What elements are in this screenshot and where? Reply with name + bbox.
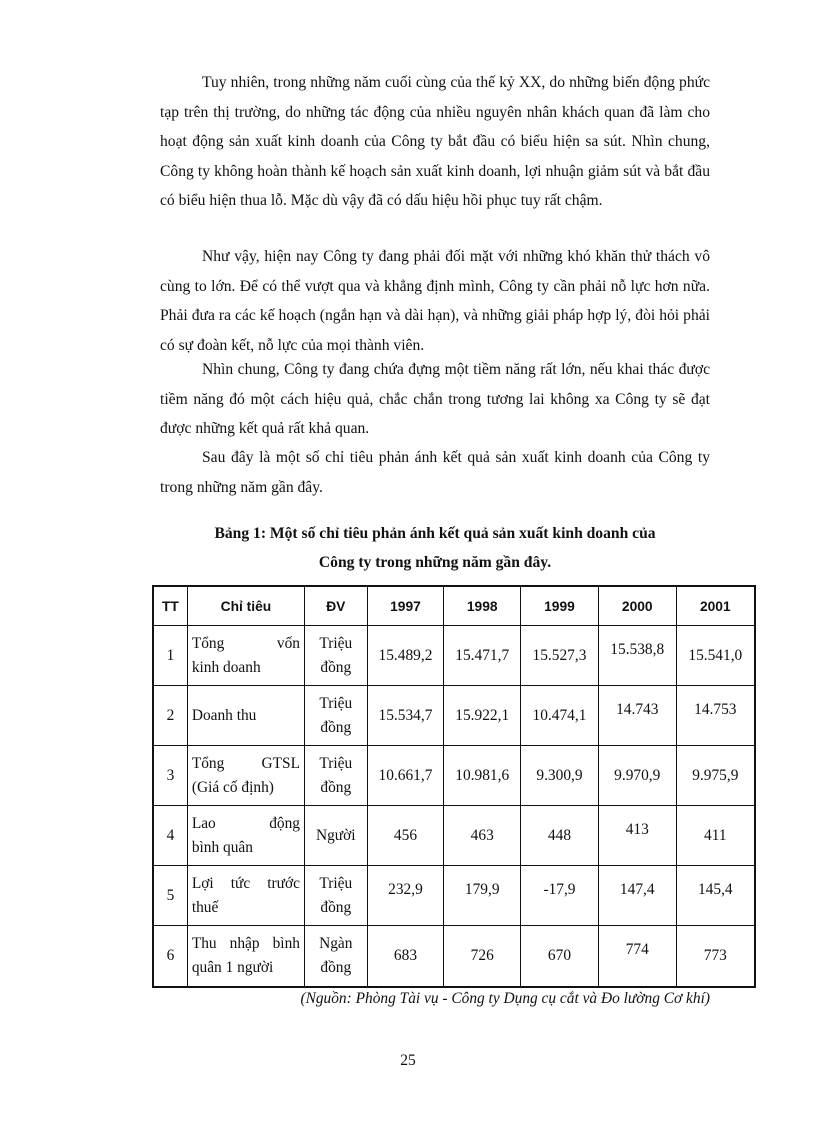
header-1999: 1999 [521, 586, 599, 626]
unit-line-2: đồng [320, 658, 352, 676]
header-unit: ĐV [304, 586, 367, 626]
table-header-row [153, 586, 755, 626]
value-2000-text: 413 [625, 820, 649, 838]
indicator-cell [187, 746, 304, 806]
unit-line-2: đồng [320, 778, 352, 796]
value-2000-text: 15.538,8 [610, 640, 665, 658]
indicator-cell [187, 626, 304, 686]
value-1998: 10.981,6 [444, 746, 521, 806]
results-table [152, 585, 756, 988]
value-2000 [598, 686, 676, 746]
value-1998: 15.922,1 [444, 686, 521, 746]
indicator-cell [187, 806, 304, 866]
indicator-line-1: Thu nhập bình [191, 935, 300, 952]
row-number: 1 [153, 626, 187, 686]
header-2000: 2000 [598, 586, 676, 626]
unit-cell [304, 746, 367, 806]
table-row [153, 626, 755, 686]
value-1999: 670 [521, 926, 599, 988]
value-2000 [598, 626, 676, 686]
unit-line-1: Triệu [319, 694, 353, 712]
table-caption-line-2: Công ty trong những năm gần đây. [318, 554, 552, 571]
value-1998: 15.471,7 [444, 626, 521, 686]
table-row [153, 806, 755, 866]
unit-line-1: Người [316, 826, 356, 844]
indicator-line-1: Doanh thu [191, 706, 257, 724]
value-2000 [598, 866, 676, 926]
indicator-line-1: Lợi tức trước [191, 874, 300, 892]
value-2001: 15.541,0 [676, 626, 755, 686]
row-number: 4 [153, 806, 187, 866]
value-2000 [598, 806, 676, 866]
row-number: 5 [153, 866, 187, 926]
value-1999: 15.527,3 [521, 626, 599, 686]
header-indicator: Chỉ tiêu [187, 586, 304, 626]
indicator-line-1: Tổng vốn [191, 634, 300, 652]
table-caption-line-1: Bảng 1: Một số chỉ tiêu phản ánh kết quả sản xuất kinh doanh của [214, 525, 656, 542]
value-1997: 15.489,2 [367, 626, 444, 686]
indicator-cell [187, 866, 304, 926]
value-1998-text: 179,9 [464, 880, 500, 898]
unit-cell [304, 926, 367, 988]
header-tt: TT [153, 586, 187, 626]
row-number: 6 [153, 926, 187, 988]
value-1999-text: -17,9 [543, 880, 576, 898]
table-row [153, 686, 755, 746]
header-2001: 2001 [676, 586, 755, 626]
indicator-cell [187, 926, 304, 988]
paragraph-3: Nhìn chung, Công ty đang chứa đựng một tiềm năng rất lớn, nếu khai thác được tiềm năng đó một cách hiệu quả, chắc chắn trong tương lai không xa Công ty sẽ đạt được những kết quả rất khả quan. [160, 361, 710, 437]
unit-cell [304, 626, 367, 686]
value-1997 [367, 866, 444, 926]
value-1997: 456 [367, 806, 444, 866]
unit-line-1: Triệu [319, 874, 353, 892]
paragraph-2: Như vậy, hiện nay Công ty đang phải đối mặt với những khó khăn thử thách vô cùng to lớn. Để có thể vượt qua và khẳng định mình, Công ty cần phải nỗ lực hơn nữa. Phải đưa ra các kế hoạch (ngắn hạn và dài hạn), và những giải pháp hợp lý, đòi hỏi phải có sự đoàn kết, nỗ lực của mọi thành viên. [160, 248, 710, 354]
indicator-line-2: kinh doanh [191, 658, 261, 676]
value-1997: 15.534,7 [367, 686, 444, 746]
value-1999: 448 [521, 806, 599, 866]
value-1998: 463 [444, 806, 521, 866]
indicator-line-1: Tổng GTSL [191, 754, 300, 772]
value-2000-text: 147,4 [619, 880, 655, 898]
indicator-cell [187, 686, 304, 746]
value-1998: 726 [444, 926, 521, 988]
indicator-line-2: thuế [191, 898, 219, 916]
unit-cell [304, 806, 367, 866]
unit-line-2: đồng [320, 718, 352, 736]
indicator-line-2: (Giá cố định) [191, 778, 274, 796]
indicator-line-2: bình quân [191, 838, 253, 856]
indicator-line-2: quân 1 người [191, 959, 274, 976]
value-2000 [598, 926, 676, 988]
unit-line-1: Triệu [319, 754, 353, 772]
page-number: 25 [400, 1052, 416, 1069]
row-number: 3 [153, 746, 187, 806]
value-1999: 9.300,9 [521, 746, 599, 806]
unit-cell [304, 686, 367, 746]
value-2001-text: 145,4 [697, 880, 733, 898]
unit-cell [304, 866, 367, 926]
value-1999: 10.474,1 [521, 686, 599, 746]
value-2001 [676, 686, 755, 746]
header-1998: 1998 [444, 586, 521, 626]
value-2000-text: 14.743 [616, 700, 659, 718]
indicator-line-1: Lao động [191, 814, 300, 832]
table-row [153, 926, 755, 988]
value-1997-text: 232,9 [388, 880, 423, 898]
unit-line-1: Ngàn [319, 935, 353, 952]
table-row [153, 746, 755, 806]
header-1997: 1997 [367, 586, 444, 626]
row-number: 2 [153, 686, 187, 746]
value-2001 [676, 866, 755, 926]
table-row [153, 866, 755, 926]
paragraph-4: Sau đây là một số chỉ tiêu phản ánh kết quả sản xuất kinh doanh của Công ty trong những năm gần đây. [160, 449, 710, 496]
value-2000: 9.970,9 [598, 746, 676, 806]
unit-line-2: đồng [320, 898, 352, 916]
value-2001: 773 [676, 926, 755, 988]
value-1997: 10.661,7 [367, 746, 444, 806]
unit-line-2: đồng [320, 959, 352, 976]
value-2000-text: 774 [625, 941, 649, 958]
value-2001-text: 14.753 [694, 700, 737, 718]
unit-line-1: Triệu [319, 634, 353, 652]
value-1998 [444, 866, 521, 926]
value-1997: 683 [367, 926, 444, 988]
value-1999 [521, 866, 599, 926]
paragraph-1: Tuy nhiên, trong những năm cuối cùng của thế kỷ XX, do những biến động phức tạp trên thị trường, do những tác động của nhiều nguyên nhân khách quan đã làm cho hoạt động sản xuất kinh doanh của Công ty bắt đầu có biểu hiện sa sút. Nhìn chung, Công ty không hoàn thành kế hoạch sản xuất kinh doanh, lợi nhuận giảm sút và bắt đầu có biểu hiện thua lỗ. Mặc dù vậy đã có dấu hiệu hồi phục tuy rất chậm. [160, 74, 710, 209]
value-2001: 411 [676, 806, 755, 866]
table-source-note: (Nguồn: Phòng Tài vụ - Công ty Dụng cụ cắt và Đo lường Cơ khí) [300, 990, 710, 1007]
value-2001: 9.975,9 [676, 746, 755, 806]
